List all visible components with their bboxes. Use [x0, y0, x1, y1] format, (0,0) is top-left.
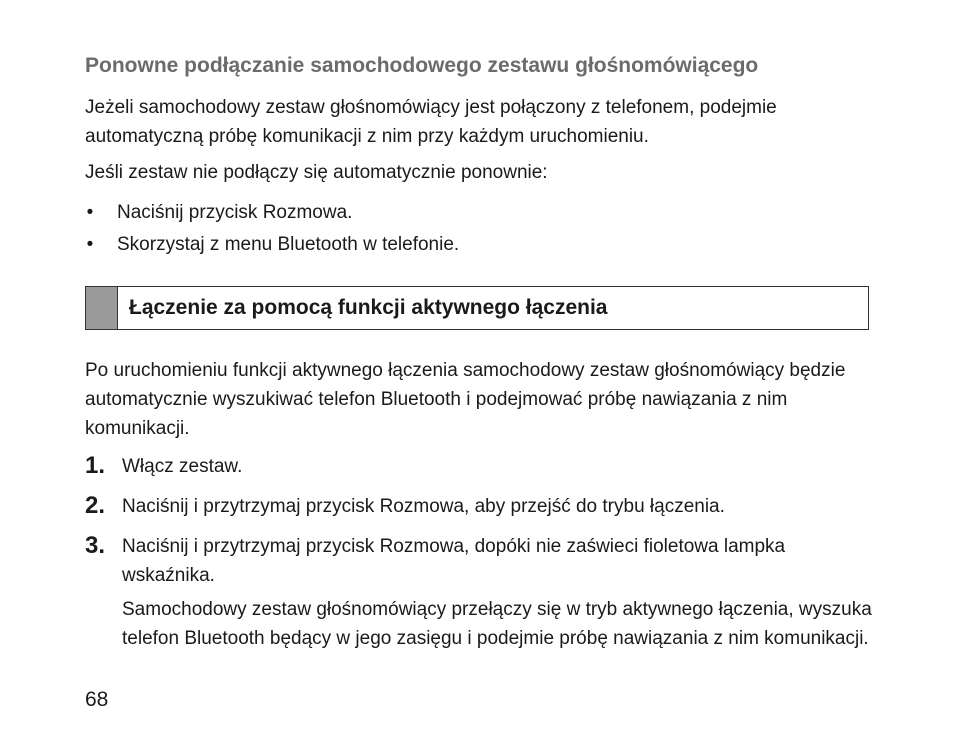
step-text: Włącz zestaw.: [122, 456, 243, 477]
section-heading: Ponowne podłączanie samochodowego zestawu głośnomówiącego: [85, 54, 759, 77]
step-3-note: Samochodowy zestaw głośnomówiący przełączy się w tryb aktywnego łączenia, wyszuka telefon Bluetooth będący w jego zasięgu i podejmie próbę nawiązania z nim komunikacji.: [122, 599, 872, 649]
heading-tab-marker: [86, 287, 118, 329]
step-item: [85, 452, 870, 492]
list-item: [85, 230, 459, 262]
list-item: [85, 198, 459, 230]
bullet-icon: •: [86, 202, 94, 223]
step-text: Naciśnij i przytrzymaj przycisk Rozmowa, aby przejść do trybu łączenia.: [122, 496, 725, 517]
page-number: 68: [85, 688, 109, 711]
section-intro-paragraph: Jeżeli samochodowy zestaw głośnomówiący jest połączony z telefonem, podejmie automatyczną próbę komunikacji z nim przy każdym uruchomieniu.: [85, 97, 777, 147]
step-number: 3.: [85, 532, 106, 559]
active-pairing-heading: Łączenie za pomocą funkcji aktywnego łączenia: [129, 296, 608, 319]
step-text: Naciśnij i przytrzymaj przycisk Rozmowa, dopóki nie zaświeci fioletowa lampka wskaźnika.: [122, 536, 786, 586]
step-number: 1.: [85, 452, 106, 479]
list-item-text: Naciśnij przycisk Rozmowa.: [117, 202, 353, 223]
bullet-icon: •: [86, 234, 94, 255]
active-pairing-heading-box: [85, 286, 869, 330]
reconnect-options-list: [85, 198, 459, 262]
step-item: [85, 492, 870, 532]
step-item: [85, 532, 870, 590]
list-item-text: Skorzystaj z menu Bluetooth w telefonie.: [117, 234, 460, 255]
step-number: 2.: [85, 492, 106, 519]
condition-paragraph: Jeśli zestaw nie podłączy się automatycznie ponownie:: [85, 162, 548, 183]
manual-page: [85, 0, 870, 742]
active-pairing-intro-paragraph: Po uruchomieniu funkcji aktywnego łączenia samochodowy zestaw głośnomówiący będzie automatycznie wyszukiwać telefon Bluetooth i podejmować próbę nawiązania z nim komunikacji.: [85, 360, 846, 439]
steps-list: [85, 452, 870, 590]
